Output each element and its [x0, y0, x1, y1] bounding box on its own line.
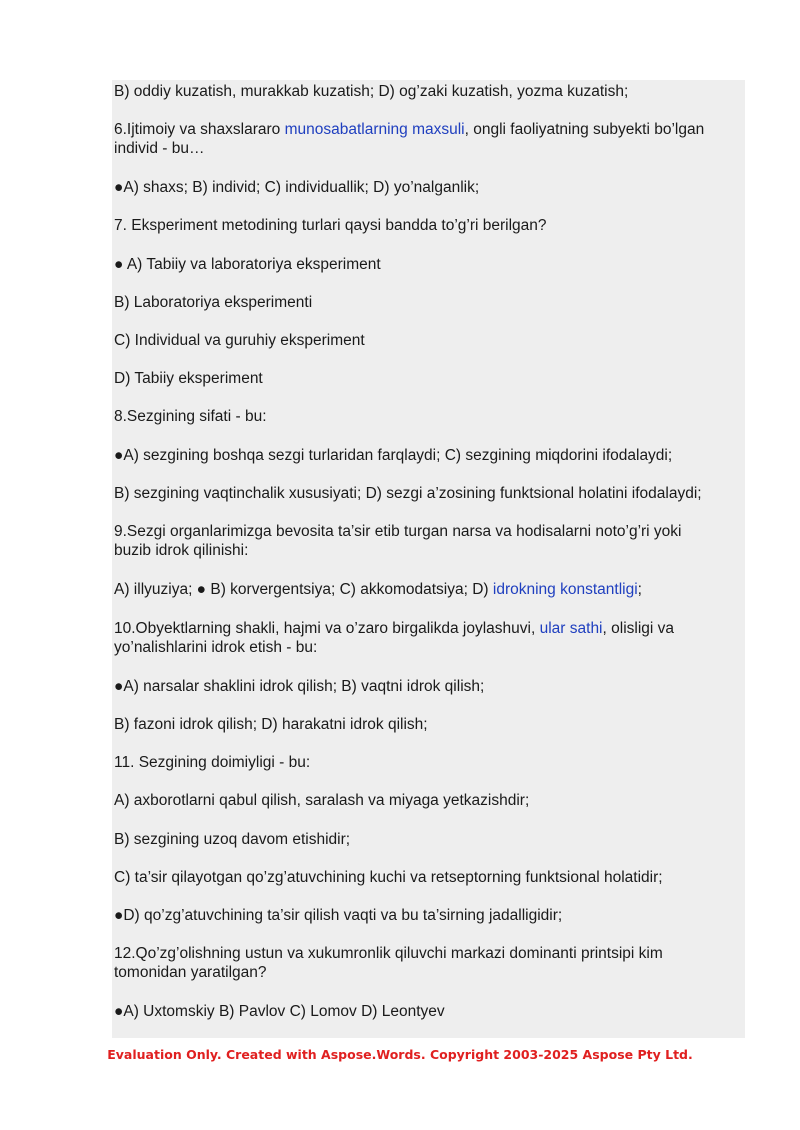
text: individ - bu… — [114, 140, 205, 157]
text: , olisligi va — [602, 620, 675, 637]
text: ●A) Uxtomskiy B) Pavlov C) Lomov D) Leontyev — [114, 1003, 445, 1020]
text: tomonidan yaratilgan? — [114, 964, 267, 981]
text: A) illyuziya; ● B) korvergentsiya; C) akkomodatsiya; D) — [114, 581, 493, 598]
text: B) sezgining uzoq davom etishidir; — [114, 831, 351, 848]
answer-line — [114, 868, 742, 887]
text: ● A) Tabiiy va laboratoriya eksperiment — [114, 256, 381, 273]
answer-line — [114, 331, 742, 350]
text: C) Individual va guruhiy eksperiment — [114, 332, 365, 349]
text: D) Tabiiy eksperiment — [114, 370, 263, 387]
text: B) fazoni idrok qilish; D) harakatni idrok qilish; — [114, 716, 428, 733]
answer-line — [114, 178, 742, 197]
text: yo’nalishlarini idrok etish - bu: — [114, 639, 318, 656]
answer-line — [114, 1002, 742, 1021]
answer-line — [114, 715, 742, 734]
text: B) Laboratoriya eksperimenti — [114, 294, 313, 311]
answer-line — [114, 293, 742, 312]
text: 10.Obyektlarning shakli, hajmi va o’zaro birgalikda joylashuvi, — [114, 620, 540, 637]
question-9 — [114, 522, 742, 579]
hyperlink[interactable]: ular sathi — [539, 620, 603, 637]
question-8 — [114, 407, 742, 426]
text: 9.Sezgi organlarimizga bevosita ta’sir etib turgan narsa va hodisalarni noto’g’ri yoki — [114, 523, 682, 540]
text: 7. Eksperiment metodining turlari qaysi bandda to’g’ri berilgan? — [114, 217, 547, 234]
hyperlink[interactable]: idrokning konstantligi — [492, 581, 638, 598]
text: C) ta’sir qilayotgan qo’zg’atuvchining kuchi va retseptorning funktsional holatidir; — [114, 869, 663, 886]
text: B) oddiy kuzatish, murakkab kuzatish; D) og’zaki kuzatish, yozma kuzatish; — [114, 83, 629, 100]
answer-line — [114, 255, 742, 274]
answer-line — [114, 446, 742, 465]
text: ●A) narsalar shaklini idrok qilish; B) vaqtni idrok qilish; — [114, 678, 485, 695]
text: buzib idrok qilinishi: — [114, 542, 249, 559]
answer-line — [114, 580, 742, 599]
hyperlink[interactable]: munosabatlarning maxsuli — [284, 121, 465, 138]
question-11 — [114, 753, 742, 772]
answer-line — [114, 369, 742, 388]
question-12 — [114, 944, 742, 1001]
answer-line — [114, 830, 742, 849]
text: 12.Qo’zg’olishning ustun va xukumronlik qiluvchi markazi dominanti printsipi kim — [114, 945, 663, 962]
question-6 — [114, 120, 742, 177]
answer-line — [114, 484, 742, 503]
text: 11. Sezgining doimiyligi - bu: — [114, 754, 311, 771]
text: ●A) sezgining boshqa sezgi turlaridan farqlaydi; C) sezgining miqdorini ifodalaydi; — [114, 447, 673, 464]
question-10 — [114, 619, 742, 676]
text: 8.Sezgining sifati - bu: — [114, 408, 267, 425]
text: ●D) qo’zg’atuvchining ta’sir qilish vaqti va bu ta’sirning jadalligidir; — [114, 907, 563, 924]
text: ●A) shaxs; B) individ; C) individuallik; D) yo’nalganlik; — [114, 179, 480, 196]
answer-line — [114, 791, 742, 810]
text: , ongli faoliyatning subyekti bo’lgan — [464, 121, 705, 138]
evaluation-watermark: Evaluation Only. Created with Aspose.Words. Copyright 2003-2025 Aspose Pty Ltd. — [107, 1047, 693, 1062]
text: ; — [637, 581, 642, 598]
answer-line — [114, 677, 742, 696]
text: 6.Ijtimoiy va shaxslararo — [114, 121, 285, 138]
answer-line — [114, 82, 742, 101]
text: B) sezgining vaqtinchalik xususiyati; D) sezgi a’zosining funktsional holatini ifodalaydi; — [114, 485, 702, 502]
answer-line — [114, 906, 742, 925]
text: A) axborotlarni qabul qilish, saralash va miyaga yetkazishdir; — [114, 792, 530, 809]
question-7 — [114, 216, 742, 235]
document-body — [112, 80, 745, 1038]
